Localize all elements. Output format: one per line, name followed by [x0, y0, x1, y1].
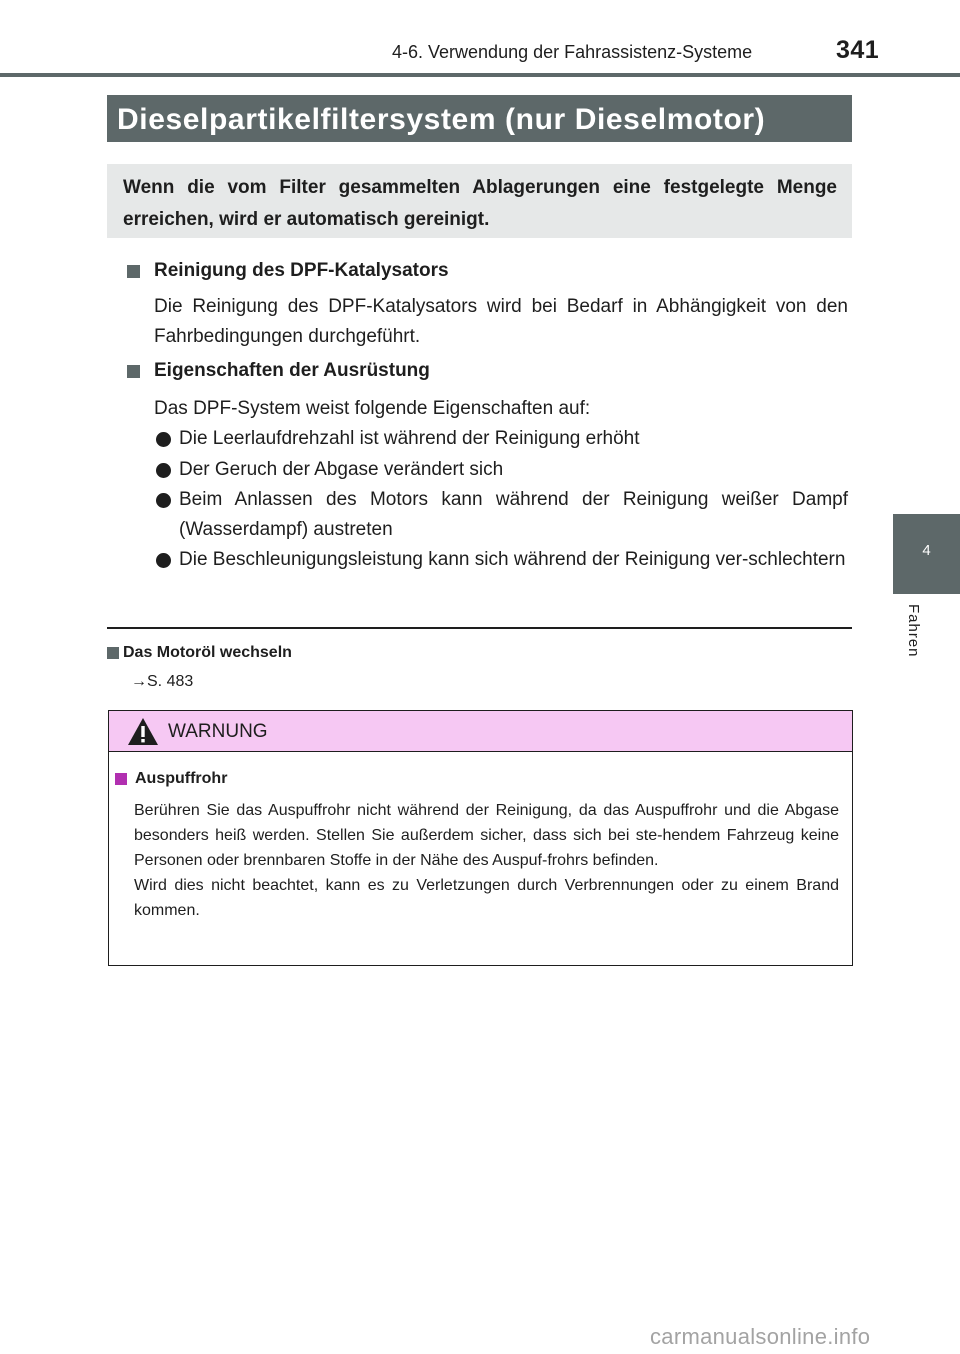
bullet-dot-icon	[156, 493, 171, 508]
square-bullet-icon	[127, 265, 140, 278]
page-title: Dieselpartikelfiltersystem (nur Dieselmotor)	[107, 95, 852, 142]
warning-title: WARNUNG	[168, 721, 268, 742]
page-number: 341	[836, 36, 880, 64]
intro-text: Wenn die vom Filter gesammelten Ablagerungen eine festgelegte Menge erreichen, wird er automatisch gereinigt.	[123, 177, 837, 230]
header-section-title: 4-6. Verwendung der Fahrassistenz-Systeme	[392, 42, 753, 62]
list-item	[156, 455, 848, 485]
list-item	[156, 424, 848, 454]
section-text: Das DPF-System weist folgende Eigenschaften auf:	[154, 398, 591, 419]
section-heading-text: Eigenschaften der Ausrüstung	[154, 360, 430, 381]
page-reference	[131, 673, 193, 691]
chapter-label: Fahren	[905, 604, 922, 658]
square-bullet-icon	[115, 773, 127, 785]
section-text: Die Reinigung des DPF-Katalysators wird bei Bedarf in Abhängigkeit von den Fahrbedingungen durchgeführt.	[154, 296, 848, 347]
list-item	[156, 545, 848, 575]
warning-paragraph: Berühren Sie das Auspuffrohr nicht während der Reinigung, da das Auspuffrohr und die Abgase besonders heiß werden. Stellen Sie außerdem sicher, dass sich bei ste-hendem Fahrzeug keine Personen oder brennbaren Stoffe in der Nähe des Auspuf-frohrs befinden.	[134, 802, 839, 869]
warning-item-heading-text: Auspuffrohr	[135, 770, 228, 787]
section-heading	[127, 260, 449, 282]
header-rule	[0, 73, 960, 77]
arrow-icon: →	[131, 673, 147, 690]
intro-box	[107, 164, 852, 238]
note-heading-text: Das Motoröl wechseln	[123, 644, 292, 661]
warning-paragraph: Wird dies nicht beachtet, kann es zu Verletzungen durch Verbrennungen oder zu einem Brand kommen.	[134, 877, 839, 919]
list-item	[156, 485, 848, 545]
list-item-text: Der Geruch der Abgase verändert sich	[179, 459, 504, 480]
warning-triangle-icon	[127, 717, 159, 746]
section-divider	[107, 627, 852, 629]
chapter-number: 4	[922, 542, 931, 559]
square-bullet-icon	[107, 647, 119, 659]
note-heading	[107, 644, 292, 662]
section-heading-text: Reinigung des DPF-Katalysators	[154, 260, 449, 281]
bullet-dot-icon	[156, 432, 171, 447]
bullet-dot-icon	[156, 463, 171, 478]
chapter-tab	[893, 514, 960, 594]
section-heading	[127, 360, 430, 382]
square-bullet-icon	[127, 365, 140, 378]
warning-item-heading	[115, 770, 227, 788]
list-item-text: Die Leerlaufdrehzahl ist während der Reinigung erhöht	[179, 428, 640, 449]
bullet-dot-icon	[156, 553, 171, 568]
warning-box	[108, 710, 853, 966]
page-reference-text: S. 483	[147, 673, 194, 690]
list-item-text: Die Beschleunigungsleistung kann sich während der Reinigung ver-schlechtern	[179, 549, 846, 570]
list-item-text: Beim Anlassen des Motors kann während der Reinigung weißer Dampf (Wasserdampf) austreten	[179, 489, 848, 540]
footer-watermark: carmanualsonline.info	[650, 1324, 871, 1349]
warning-header	[109, 711, 852, 752]
warning-text	[134, 798, 839, 923]
